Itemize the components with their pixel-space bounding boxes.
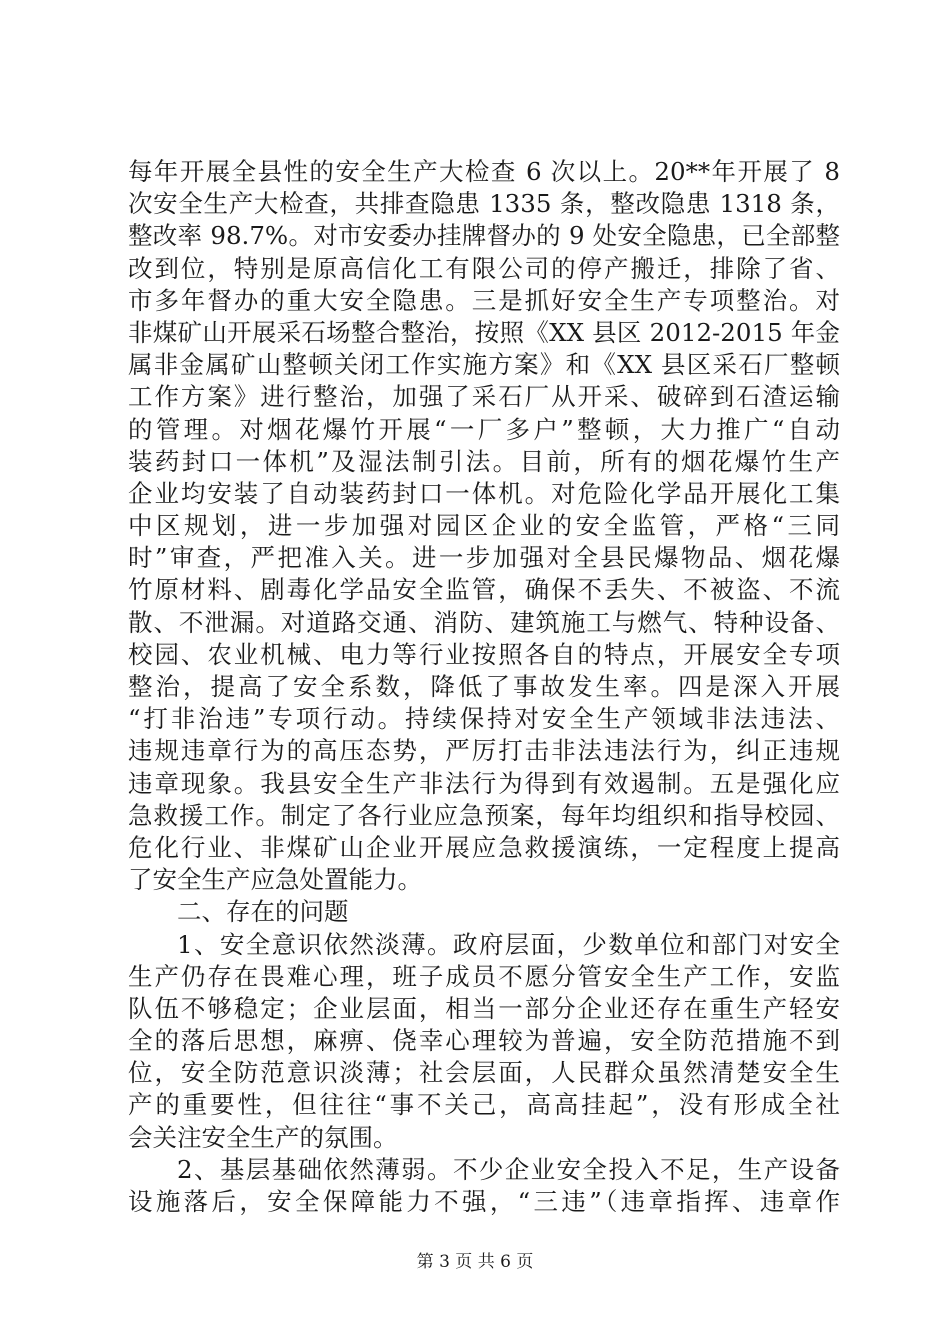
- text-line: 非煤矿山开展采石场整合整治，按照《XX 县区 2012-2015 年金: [128, 317, 840, 347]
- text-line: 改到位，特别是原高信化工有限公司的停产搬迁，排除了省、: [128, 253, 840, 283]
- text-line: 产的重要性，但往往“事不关己，高高挂起”，没有形成全社: [128, 1090, 840, 1120]
- text-line: 全的落后思想，麻痹、侥幸心理较为普遍，安全防范措施不到: [128, 1026, 840, 1056]
- text-line: 装药封口一体机”及湿法制引法。目前，所有的烟花爆竹生产: [128, 446, 840, 476]
- text-line: 中区规划，进一步加强对园区企业的安全监管，严格“三同: [128, 511, 840, 541]
- text-line: 工作方案》进行整治，加强了采石厂从开采、破碎到石渣运输: [128, 382, 840, 412]
- text-line: 违章现象。我县安全生产非法行为得到有效遏制。五是强化应: [128, 768, 840, 798]
- text-line: 属非金属矿山整顿关闭工作实施方案》和《XX 县区采石厂整顿: [128, 350, 840, 380]
- text-line: 每年开展全县性的安全生产大检查 6 次以上。20**年开展了 8: [128, 157, 840, 186]
- text-line: 了安全生产应急处置能力。: [128, 865, 422, 895]
- text-line: 散、不泄漏。对道路交通、消防、建筑施工与燃气、特种设备、: [128, 607, 840, 637]
- text-line: 违规违章行为的高压态势，严厉打击非法违法行为，纠正违规: [128, 736, 840, 766]
- text-line: 会关注安全生产的氛围。: [128, 1122, 398, 1152]
- text-line: 整改率 98.7%。对市安委办挂牌督办的 9 处安全隐患，已全部整: [128, 221, 840, 251]
- body-text: [128, 156, 840, 1218]
- text-line: 整治，提高了安全系数，降低了事故发生率。四是深入开展: [128, 672, 840, 701]
- text-line: 校园、农业机械、电力等行业按照各自的特点，开展安全专项: [128, 639, 840, 669]
- text-line: 竹原材料、剧毒化学品安全监管，确保不丢失、不被盗、不流: [128, 575, 840, 605]
- page-footer: 第 3 页 共 6 页: [416, 1252, 534, 1272]
- text-line: 次安全生产大检查，共排查隐患 1335 条，整改隐患 1318 条，: [128, 189, 840, 219]
- text-line: 位，安全防范意识淡薄；社会层面，人民群众虽然清楚安全生: [128, 1058, 840, 1088]
- text-line: 的管理。对烟花爆竹开展“一厂多户”整顿，大力推广“自动: [128, 414, 840, 444]
- text-line: 1、安全意识依然淡薄。政府层面，少数单位和部门对安全: [177, 929, 840, 959]
- text-line: 时”审查，严把准入关。进一步加强对全县民爆物品、烟花爆: [128, 543, 840, 573]
- text-line: 2、基层基础依然薄弱。不少企业安全投入不足，生产设备: [177, 1154, 840, 1184]
- text-line: 生产仍存在畏难心理，班子成员不愿分管安全生产工作，安监: [128, 961, 840, 991]
- text-line: 队伍不够稳定；企业层面，相当一部分企业还存在重生产轻安: [128, 993, 840, 1023]
- text-line: 企业均安装了自动装药封口一体机。对危险化学品开展化工集: [128, 478, 840, 508]
- text-line: 危化行业、非煤矿山企业开展应急救援演练，一定程度上提高: [128, 832, 840, 862]
- text-line: “打非治违”专项行动。持续保持对安全生产领域非法违法、: [128, 704, 840, 734]
- text-line: 设施落后，安全保障能力不强，“三违”（违章指挥、违章作: [128, 1187, 840, 1216]
- text-line: 急救援工作。制定了各行业应急预案，每年均组织和指导校园、: [128, 800, 840, 830]
- text-line: 市多年督办的重大安全隐患。三是抓好安全生产专项整治。对: [128, 285, 840, 315]
- section-heading: 二、存在的问题: [177, 897, 349, 927]
